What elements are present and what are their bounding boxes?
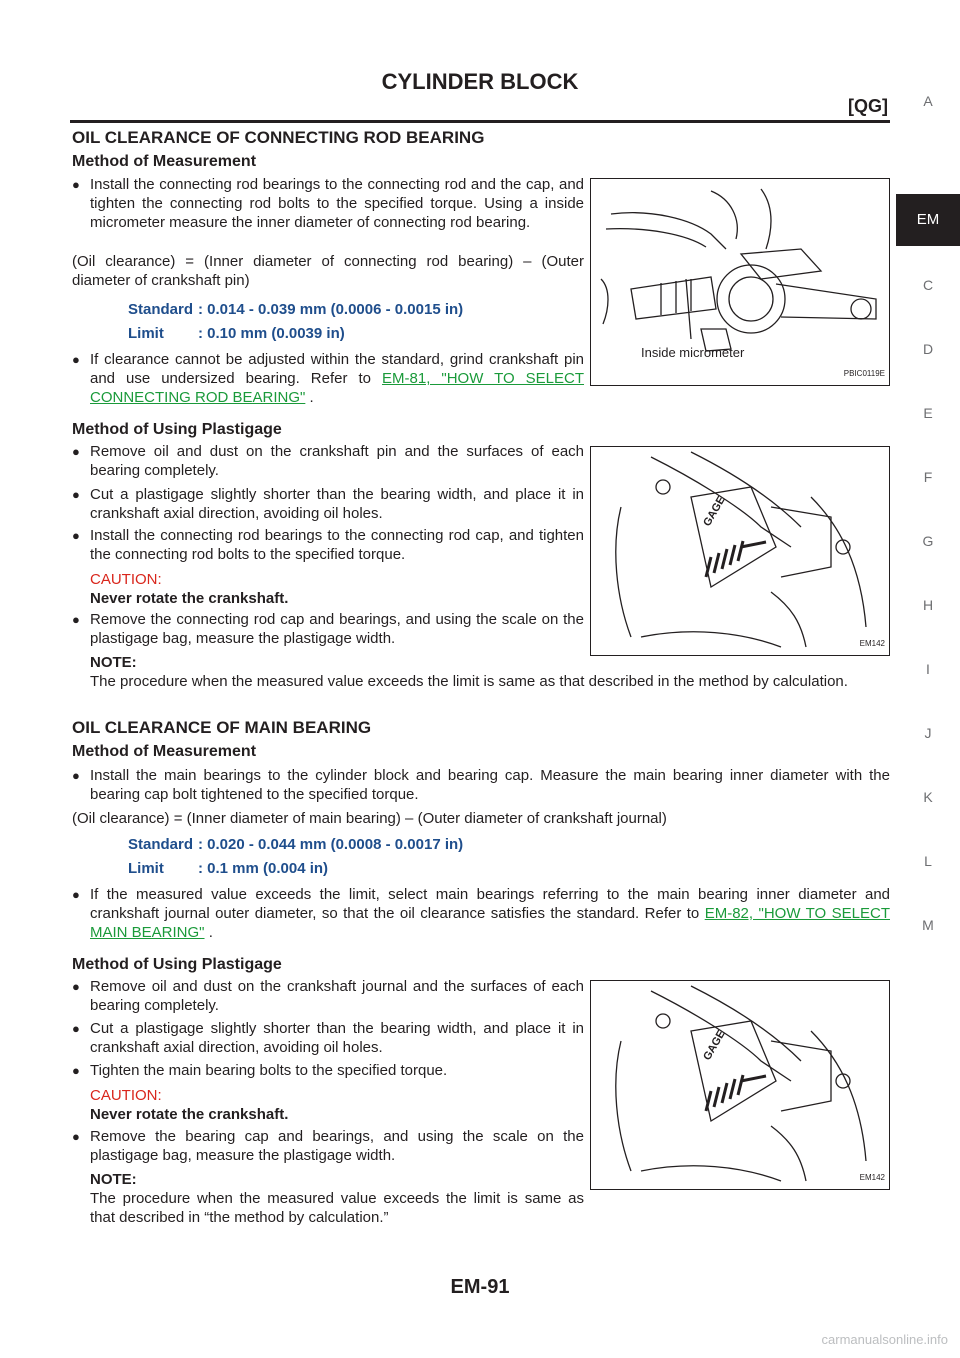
tab-m[interactable]: M (922, 917, 934, 933)
subsection-plastigage-2: Method of Using Plastigage (72, 956, 282, 973)
bullet-icon: ● (72, 979, 80, 994)
figure-plastigage-pin (590, 446, 890, 656)
plastigage-illustration (591, 981, 889, 1189)
figure-code: EM142 (859, 639, 885, 648)
list-item: ● Install the connecting rod bearings to the connecting rod and the cap, and tighten the connecting rod bolts to the specified torque. Using a inside micrometer measure the inner diameter of connecting rod bearing. (72, 176, 584, 231)
figure-label: Inside micrometer (641, 345, 745, 360)
caution-label: CAUTION: (90, 1087, 162, 1104)
section-title-main-bearing: OIL CLEARANCE OF MAIN BEARING (72, 718, 372, 737)
note-label: NOTE: (90, 654, 137, 671)
tab-em[interactable]: EM (896, 194, 960, 246)
svg-text:GAGE: GAGE (701, 1028, 728, 1063)
list-item: ● Remove oil and dust on the crankshaft pin and the surfaces of each bearing completely. (72, 443, 584, 479)
list-item: ● Install the connecting rod bearings to the connecting rod cap, and tighten the connecting rod bolts to the specified torque. (72, 527, 584, 563)
spec-standard: Standard : 0.014 - 0.039 mm (0.0006 - 0.0015 in) (128, 301, 464, 318)
list-item: ● Cut a plastigage slightly shorter than the bearing width, and place it in crankshaft axial direction, avoiding oil holes. (72, 486, 584, 522)
page-number: EM-91 (450, 1276, 510, 1298)
bullet-icon: ● (72, 1063, 80, 1078)
figure-code: PBIC0119E (843, 369, 885, 378)
bullet-icon: ● (72, 487, 80, 502)
caution-text: Never rotate the crankshaft. (90, 1106, 289, 1123)
bullet-icon: ● (72, 768, 80, 783)
figure-inside-micrometer (590, 178, 890, 386)
list-item: ● If the measured value exceeds the limit, select main bearings referring to the main bearing inner diameter and crankshaft journal outer diameter, so that the oil clearance satisfies the standard. Refer to EM-82, "HOW TO SELECT MAIN BEARING" . (72, 886, 890, 941)
tab-j[interactable]: J (924, 725, 932, 741)
watermark: carmanualsonline.info (821, 1332, 948, 1347)
caution-text: Never rotate the crankshaft. (90, 590, 289, 607)
tab-f[interactable]: F (923, 469, 933, 485)
subsection-plastigage-1: Method of Using Plastigage (72, 421, 282, 438)
note-text: The procedure when the measured value exceeds the limit is same as that described in the method by calculation. (90, 673, 848, 690)
list-item: ● Remove oil and dust on the crankshaft journal and the surfaces of each bearing completely. (72, 978, 584, 1014)
tab-g[interactable]: G (922, 533, 934, 549)
tab-k[interactable]: K (923, 789, 933, 805)
tab-e[interactable]: E (923, 405, 933, 421)
header-divider (70, 120, 890, 123)
oil-clearance-formula: (Oil clearance) = (Inner diameter of main bearing) – (Outer diameter of crankshaft journal) (72, 810, 667, 827)
tab-c[interactable]: C (922, 277, 934, 293)
bullet-icon: ● (72, 444, 80, 459)
tab-l[interactable]: L (924, 853, 932, 869)
page-title: CYLINDER BLOCK (381, 69, 579, 94)
bullet-icon: ● (72, 612, 80, 627)
spec-limit: Limit : 0.1 mm (0.004 in) (128, 860, 329, 877)
note-text: The procedure when the measured value exceeds the limit is same as that described in “the method by calculation.” (90, 1190, 584, 1226)
bullet-icon: ● (72, 1129, 80, 1144)
figure-plastigage-journal (590, 980, 890, 1190)
list-item: ● If clearance cannot be adjusted within the standard, grind crankshaft pin and use undersized bearing. Refer to EM-81, "HOW TO SELECT CONNECTING ROD BEARING" . (72, 351, 585, 406)
note-label: NOTE: (90, 1171, 137, 1188)
subsection-measurement-1: Method of Measurement (72, 153, 257, 170)
list-item: ● Remove the connecting rod cap and bearings, and using the scale on the plastigage bag, measure the plastigage width. (72, 611, 584, 647)
caution-label: CAUTION: (90, 571, 162, 588)
tab-i[interactable]: I (926, 661, 930, 677)
section-title-conrod: OIL CLEARANCE OF CONNECTING ROD BEARING (72, 128, 485, 147)
list-item: ● Tighten the main bearing bolts to the specified torque. (72, 1062, 448, 1079)
tab-h[interactable]: H (922, 597, 934, 613)
micrometer-illustration (591, 179, 889, 385)
bullet-icon: ● (72, 352, 80, 367)
list-item: ● Remove the bearing cap and bearings, and using the scale on the plastigage bag, measure the plastigage width. (72, 1128, 584, 1164)
section-index-tabs (896, 0, 960, 1358)
tab-d[interactable]: D (922, 341, 934, 357)
engine-code: [QG] (848, 96, 888, 116)
spec-standard: Standard : 0.020 - 0.044 mm (0.0008 - 0.0017 in) (128, 836, 464, 853)
list-item: ● Cut a plastigage slightly shorter than the bearing width, and place it in crankshaft axial direction, avoiding oil holes. (72, 1020, 584, 1056)
bullet-icon: ● (72, 528, 80, 543)
figure-code: EM142 (859, 1173, 885, 1182)
oil-clearance-formula: (Oil clearance) = (Inner diameter of connecting rod bearing) – (Outer diameter of crankshaft pin) (72, 253, 584, 289)
spec-limit: Limit : 0.10 mm (0.0039 in) (128, 325, 345, 342)
tab-a[interactable]: A (923, 93, 933, 109)
plastigage-illustration (591, 447, 889, 655)
link-em82[interactable]: EM-82, "HOW TO SELECT MAIN BEARING" (90, 905, 890, 941)
list-item: ● Install the main bearings to the cylinder block and bearing cap. Measure the main bearing inner diameter with the bearing cap bolt tightened to the specified torque. (72, 767, 890, 803)
subsection-measurement-2: Method of Measurement (72, 743, 257, 760)
svg-text:GAGE: GAGE (701, 494, 728, 529)
bullet-icon: ● (72, 887, 80, 902)
bullet-icon: ● (72, 177, 80, 192)
bullet-icon: ● (72, 1021, 80, 1036)
link-em81[interactable]: EM-81, "HOW TO SELECT CONNECTING ROD BEARING" (90, 370, 585, 406)
